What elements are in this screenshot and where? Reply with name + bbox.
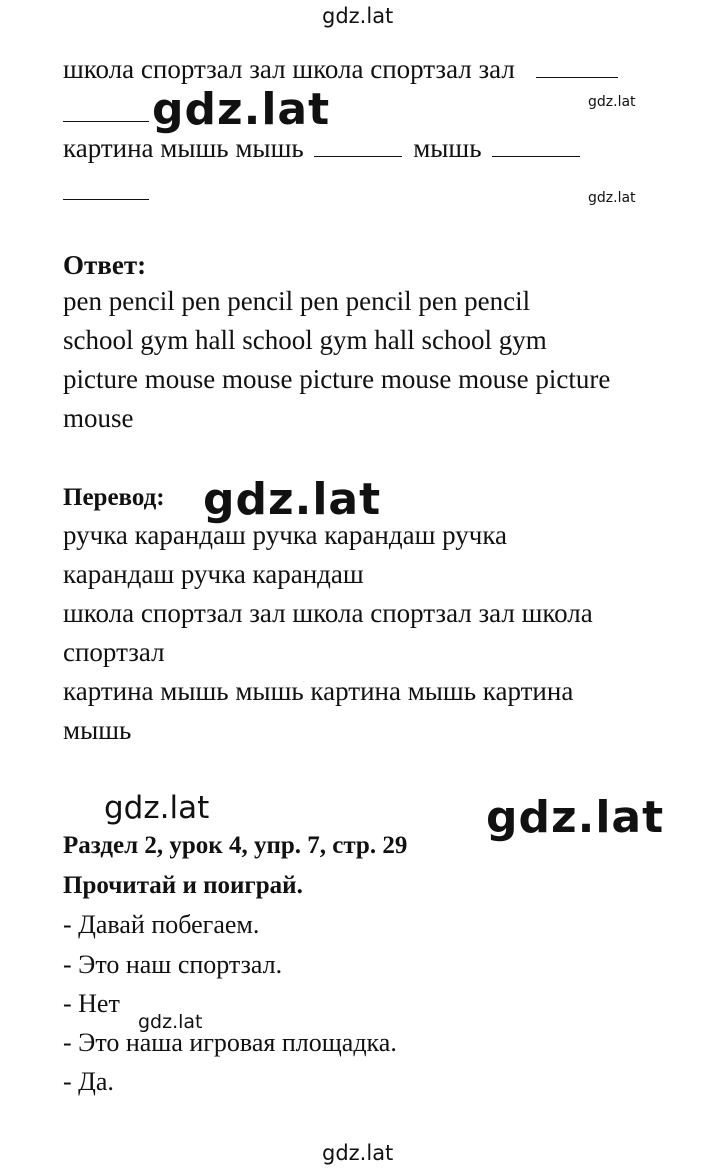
section-title: Раздел 2, урок 4, упр. 7, стр. 29 [63, 832, 408, 859]
watermark-small-1: gdz.lat [588, 94, 636, 110]
translation-line: спортзал [63, 637, 165, 667]
answer-line: mouse [63, 403, 134, 433]
translation-line: ручка карандаш ручка карандаш ручка [63, 520, 508, 550]
translation-line: школа спортзал зал школа спортзал зал школа [63, 598, 593, 628]
exercise-words-3b: мышь [413, 133, 482, 163]
answer-blank [63, 199, 149, 200]
answer-blank [314, 156, 402, 157]
watermark-large-3: gdz.lat [486, 792, 665, 843]
translation-heading: Перевод: [63, 484, 165, 511]
answer-line: pen pencil pen pencil pen pencil pen pencil [63, 286, 531, 316]
watermark-small-3: gdz.lat [138, 1011, 203, 1033]
watermark-medium-1: gdz.lat [104, 790, 210, 826]
dialog-line: - Да. [63, 1067, 114, 1096]
exercise-words-3a: картина мышь мышь [63, 133, 304, 163]
answer-blank [63, 121, 149, 122]
answer-blank [492, 156, 580, 157]
answer-heading: Ответ: [63, 250, 147, 280]
exercise-words-1: школа спортзал зал школа спортзал зал [63, 54, 515, 84]
dialog-line: - Это наш спортзал. [63, 950, 283, 979]
answer-line: school gym hall school gym hall school gym [63, 325, 547, 355]
dialog-line: - Нет [63, 989, 120, 1018]
exercise-line-2 [63, 100, 153, 127]
exercise-line-4 [63, 178, 153, 205]
translation-line: карандаш ручка карандаш [63, 559, 364, 589]
dialog-line: - Давай побегаем. [63, 910, 260, 939]
watermark-large-2: gdz.lat [203, 474, 382, 525]
exercise-line-3 [63, 135, 584, 162]
dialog-line: - Это наша игровая площадка. [63, 1028, 397, 1057]
watermark-small-2: gdz.lat [588, 190, 636, 206]
watermark-bottom: gdz.lat [322, 1141, 394, 1165]
translation-line: мышь [63, 715, 132, 745]
section-instruction: Прочитай и поиграй. [63, 872, 303, 899]
watermark-top: gdz.lat [322, 4, 394, 28]
watermark-large-1: gdz.lat [152, 84, 331, 135]
exercise-line-1 [63, 56, 622, 83]
answer-blank [536, 77, 618, 78]
translation-line: картина мышь мышь картина мышь картина [63, 676, 574, 706]
answer-line: picture mouse mouse picture mouse mouse picture [63, 364, 611, 394]
